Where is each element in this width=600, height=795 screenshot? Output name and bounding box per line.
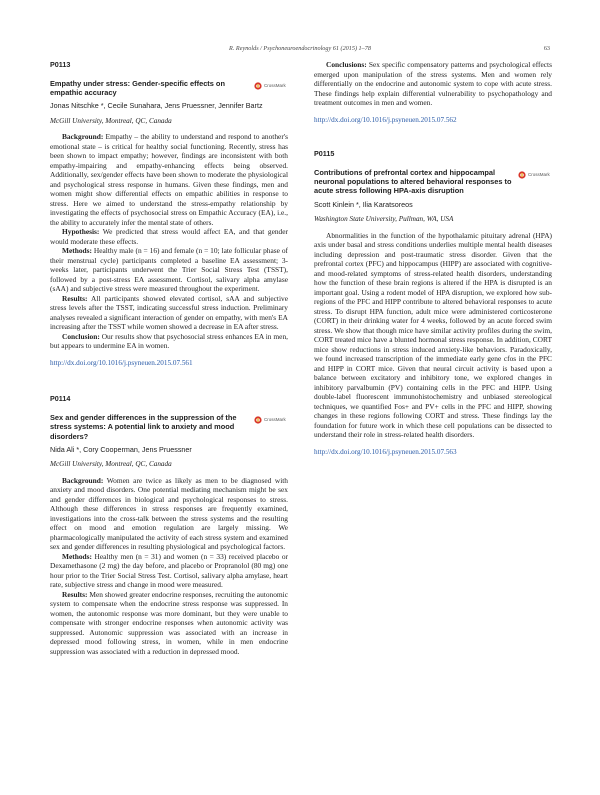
left-column xyxy=(50,60,288,656)
running-head: R. Reynolds / Psychoneuroendocrinology 61 (2015) 1–78 xyxy=(229,45,371,52)
doi-link[interactable]: http://dx.doi.org/10.1016/j.psyneuen.2015.07.561 xyxy=(50,358,193,367)
abstract-affiliation: Washington State University, Pullman, WA, USA xyxy=(314,215,454,224)
abstract-authors: Scott Kinlein *, Ilia Karatsoreos xyxy=(314,199,413,209)
crossmark-icon xyxy=(254,416,262,424)
paragraph-label: Methods: xyxy=(62,246,92,256)
paragraph-label: Background: xyxy=(62,475,104,485)
abstract-paragraph xyxy=(50,590,288,657)
paragraph-label: Conclusions: xyxy=(326,60,367,69)
paragraph-label: Hypothesis: xyxy=(62,227,100,237)
abstract-p0114-continued xyxy=(314,60,552,125)
abstract-paragraph xyxy=(314,60,552,108)
abstract-affiliation: McGill University, Montreal, QC, Canada xyxy=(50,116,172,125)
abstract-paragraph xyxy=(50,246,288,294)
abstract-paragraph xyxy=(50,227,288,246)
abstract-id: P0114 xyxy=(50,394,71,404)
abstract-paragraph xyxy=(50,476,288,552)
running-header xyxy=(50,45,550,57)
paragraph-text: Our results show that psychosocial stress enhances EA in men, but appears to undermine EA in women. xyxy=(50,331,288,351)
crossmark-label: CrossMark xyxy=(264,82,286,88)
paragraph-label: Results: xyxy=(62,589,88,599)
abstract-paragraph xyxy=(50,552,288,590)
abstract-paragraph xyxy=(50,294,288,332)
paragraph-text: Healthy men (n = 31) and women (n = 33) received placebo or Dexamethasone (2 mg) the day before, and placebo or Propranolol (80 mg) one hour prior to the Trier Social Stress Test. Cortisol, salivary alpha amylase, heart rate, subjective stress and change in mood were measured. xyxy=(50,551,288,590)
paragraph-label: Results: xyxy=(62,293,88,303)
abstract-affiliation: McGill University, Montreal, QC, Canada xyxy=(50,460,172,469)
abstract-paragraph xyxy=(314,231,552,440)
right-column xyxy=(314,60,552,457)
paragraph-text: Abnormalities in the function of the hypothalamic pituitary adrenal (HPA) axis under basal and stress conditions underlies multiple mental health diseases including depression and post-traumatic stress disorder. Given that the prefrontal cortex (PFC) and hippocampus (HIPP) are associated with cognitive- and mood-related symptoms of stress-related health disorders, understanding how the function of these brain regions is altered if the HPA is disrupted is an important goal. Using a rodent model of HPA disruption, we explored how sub-regions of the PFC and HIPP contribute to altered behavioral responses to acute stress. To disrupt HPA function, adult mice were administered corticosterone (CORT) in their drinking water for 4 weeks, followed by an acute forced swim stress. We show that though mice have similar activity profiles during the swim, CORT treated mice have a blunted hormonal stress response. In addition, CORT mice show reductions in stress induced anxiety-like behaviors. Paradoxically, we found increased transcription of the immediate early gene cfos in the PFC and HIPP in CORT mice. Given that neural circuit activity is based upon a balance between excitatory and inhibitory tone, we explored changes in inhibitory parvalbumin (PV) containing cells in the PFC and HIPP. Using double-label fluorescent immunohistochemistry and unbiased stereological techniques, we quantified Fos+ and PV+ cells in the PFC and HIPP, showing changes in these regions following CORT and stress. These findings lay the foundation for future work in which these cell populations can be dissected to understand their role in stress-related health disorders. xyxy=(314,230,552,440)
abstract-title: Contributions of prefrontal cortex and hippocampal neuronal populations to altered behavioral responses to acute stress following HPA-axis disruption xyxy=(314,167,512,196)
crossmark-label: CrossMark xyxy=(264,416,286,422)
crossmark-badge[interactable] xyxy=(518,170,552,180)
abstract-paragraph xyxy=(50,332,288,351)
page-number: 63 xyxy=(543,45,550,52)
crossmark-icon xyxy=(518,171,526,179)
abstract-id: P0115 xyxy=(314,149,335,158)
paragraph-text: Women are twice as likely as men to be diagnosed with anxiety and mood disorders. One potential mediating mechanism might be sex and gender differences in biological and psychological responses to stress. Although these differences in stress responses are frequently examined, investigations into the cross-talk between the stress systems and the resulting effect on mood and emotion regulation are largely missing. We pharmacologically manipulated the activity of each stress system and examined sex and gender differences in resulting physiological and psychological factors. xyxy=(50,475,288,552)
abstract-title: Empathy under stress: Gender-specific effects on empathic accuracy xyxy=(50,78,225,97)
paragraph-text: Empathy – the ability to understand and respond to another's emotional state – is critical for healthy social functioning. Recently, stress has been shown to impact empathy; however, findings are inconsistent with both empathy-impairing and empathy-enhancing effects being observed. Additionally, sex/gender effects have been shown to moderate the physiological and psychological stress response in humans. Given these findings, men and women might show differential effects on empathic abilities in response to stress. Here we aimed to understand the stress-empathy relationship by investigating the effects of psychosocial stress on Empathic Accuracy (EA), i.e., the ability to accurately infer the mental state of others. xyxy=(50,132,288,227)
abstract-p0114 xyxy=(50,394,288,656)
paragraph-text: Sex specific compensatory patterns and psychological effects emerged upon manipulation of the stress systems. Men and women rely differentially on the endocrine and autonomic system to cope with acute stress. These findings help explain differential vulnerability to psychopathology and treatment outcomes in men and women. xyxy=(314,60,552,107)
abstract-authors: Nida Ali *, Cory Cooperman, Jens Pruessner xyxy=(50,444,192,454)
abstract-id: P0113 xyxy=(50,60,71,69)
paragraph-text: We predicted that stress would affect EA, and that gender would moderate these effects. xyxy=(50,227,288,246)
paragraph-label: Methods: xyxy=(62,551,92,561)
abstract-p0113 xyxy=(50,60,288,368)
paragraph-text: Healthy male (n = 16) and female (n = 10; late follicular phase of their menstrual cycle) participants completed a baseline EA assessment; 3-weeks later, participants underwent the Trier Social Stress Test (TSST), followed by a post-stress EA assessment. Cortisol, salivary alpha amylase (sAA) and subjective stress were measured throughout the experiment. xyxy=(50,246,288,294)
abstract-paragraph xyxy=(50,132,288,227)
crossmark-badge[interactable] xyxy=(254,81,288,91)
doi-link[interactable]: http://dx.doi.org/10.1016/j.psyneuen.2015.07.563 xyxy=(314,447,457,456)
crossmark-icon xyxy=(254,82,262,90)
crossmark-badge[interactable] xyxy=(254,415,288,425)
crossmark-label: CrossMark xyxy=(528,171,550,177)
doi-link[interactable]: http://dx.doi.org/10.1016/j.psyneuen.2015.07.562 xyxy=(314,115,457,124)
paragraph-text: Men showed greater endocrine responses, recruiting the autonomic system to compensate when the endocrine stress response was suppressed. In women, the autonomic response was more dominant, but they were unable to compensate with stronger endocrine responses when autonomic activity was suppressed. Autonomic suppression was associated with an increase in depressed mood following stress, in women, while in men endocrine suppression was associated with a reduction in depressed mood. xyxy=(50,589,288,656)
paragraph-label: Background: xyxy=(62,132,104,142)
abstract-title: Sex and gender differences in the suppression of the stress systems: A potential link to anxiety and mood disorders? xyxy=(50,412,237,441)
abstract-authors: Jonas Nitschke *, Cecile Sunahara, Jens Pruessner, Jennifer Bartz xyxy=(50,101,263,111)
paragraph-label: Conclusion: xyxy=(62,331,100,341)
abstract-p0115 xyxy=(314,149,552,457)
paragraph-text: All participants showed elevated cortisol, sAA and subjective stress levels after the TSST, indicating successful stress induction. Preliminary analyses revealed a significant interaction of gender on empathy, with men's EA increasing after the TSST while women showed a decrease in EA after stress. xyxy=(50,293,288,332)
